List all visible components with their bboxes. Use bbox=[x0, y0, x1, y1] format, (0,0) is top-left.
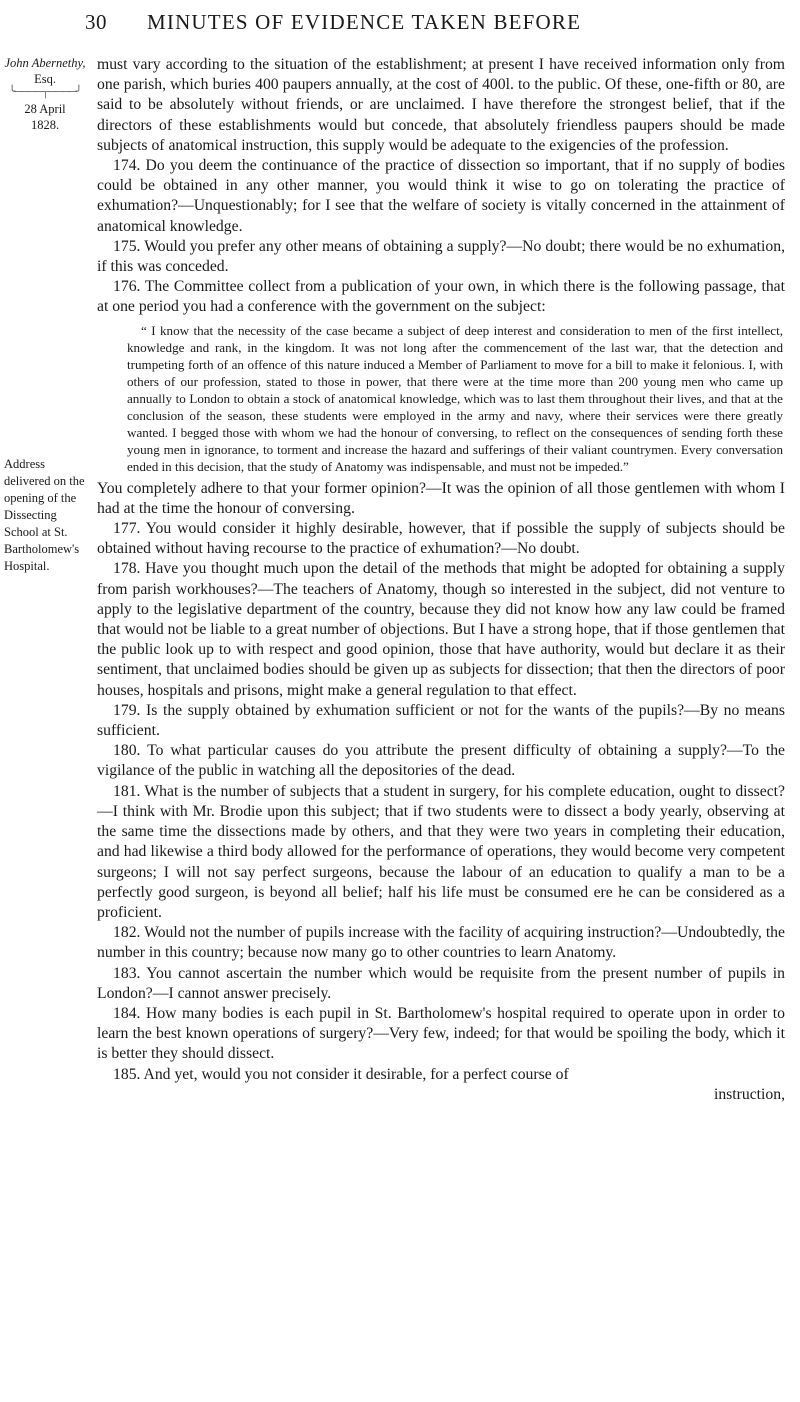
question-183: 183. You cannot ascertain the number which would be requisite from the present number of pupils in London?—I cannot answer precisely. bbox=[97, 964, 785, 1002]
page-number: 30 bbox=[85, 10, 107, 34]
question-184: 184. How many bodies is each pupil in St. Bartholomew's hospital required to operate upon in order to learn the best known operations of surgery?—Very few, indeed; for that would be spoiling the body, which it is better they should dissect. bbox=[97, 1004, 785, 1063]
question-175: 175. Would you prefer any other means of obtaining a supply?—No doubt; there would be no exhumation, if this was conceded. bbox=[97, 237, 785, 276]
question-176: 176. The Committee collect from a publication of your own, in which there is the following passage, that at one period you had a conference with the government on the subject: bbox=[97, 278, 785, 316]
paragraph-answer: You completely adhere to that your former opinion?—It was the opinion of all those gentlemen with whom I had at the time the honour of conversing. bbox=[97, 479, 785, 517]
witness-title: Esq. bbox=[34, 72, 56, 86]
question-182: 182. Would not the number of pupils increase with the facility of acquiring instruction?—Undoubtedly, the number in this country; because now many go to other countries to learn Anatomy. bbox=[97, 924, 785, 962]
question-178: 178. Have you thought much upon the detail of the methods that might be adopted for obtaining a supply from parish workhouses?—The teachers of Anatomy, though so interested in the subject, did not venture to apply to the legislative department of the country, because they did not know how any law could be framed that would not be liable to a great number of objections. But I have a strong hope, that if those gentlemen that the public look up to with respect and good opinion, those that have authority, would but declare it as their sentiment, that unclaimed bodies should be given up as subjects for dissection; that then the directors of poor houses, hospitals and prisons, might make a general regulation to that effect. bbox=[97, 560, 785, 699]
margin-year: 1828. bbox=[30, 118, 60, 132]
running-title: MINUTES OF EVIDENCE TAKEN BEFORE bbox=[147, 10, 582, 34]
question-177: 177. You would consider it highly desirable, however, that if possible the supply of subjects should be obtained without having recourse to the practice of exhumation?—No doubt. bbox=[97, 520, 785, 558]
margin-brace: ╰────┬────╯ bbox=[8, 86, 82, 98]
quoted-passage: “ I know that the necessity of the case became a subject of deep interest and consideration to men of the first intellect, knowledge and rank, in the kingdom. It was not long after the commencement of the last war, that the detection and trumpeting forth of an offence of this nature induced a Member of Parliament to move for a bill to make it felonious. I, with others of our profession, stated to those in power, that there were at the time more than 200 young men who came up annually to London to obtain a stock of anatomical knowledge, which was to last them throughout their lives, and that at the conclusion of the season, these students were employed in the army and navy, where their services were there greatly wanted. I begged those with whom we had the honour of conversing, to reflect on the consequences of sending forth these young men in ignorance, to torment and increase the hazard and sufferings of their valiant countrymen. Every conversation ended in this decision, that the study of Anatomy was indispensable, and must not be impeded.” bbox=[127, 322, 783, 474]
question-179: 179. Is the supply obtained by exhumation sufficient or not for the wants of the pupils?—By no means sufficient. bbox=[97, 701, 785, 740]
question-174: 174. Do you deem the continuance of the practice of dissection so important, that if no supply of bodies could be obtained in any other manner, you would think it wise to go on tolerating the practice of exhumation?—Unquestionably; for I see that the welfare of society is vitally concerned in the attainment of anatomical knowledge. bbox=[97, 157, 785, 235]
margin-date: 28 April bbox=[24, 102, 66, 116]
margin-sidenote: Address delivered on the opening of the Dissecting School at St. Bartholomew's Hospital. bbox=[4, 457, 85, 573]
question-185: 185. And yet, would you not consider it desirable, for a perfect course of bbox=[113, 1065, 569, 1083]
question-180: 180. To what particular causes do you attribute the present difficulty of obtaining a supply?—To the vigilance of the public in watching all the depositories of the dead. bbox=[97, 742, 785, 780]
paragraph-continuation: must vary according to the situation of the establishment; at present I have received information only from one parish, which buries 400 paupers annually, at the cost of 400l. to the public. Of these, one-fifth or 80, are said to be absolutely without friends, or are unclaimed. I have therefore the strongest belief, that if the directors of these establishments would but concede, that absolutely friendless paupers should be made subjects of anatomical instruction, this supply would be adequate to the exigencies of the profession. bbox=[97, 56, 785, 154]
witness-name: John Abernethy, bbox=[4, 56, 86, 70]
catchword: instruction, bbox=[713, 1085, 785, 1103]
margin-witness-note bbox=[3, 55, 87, 133]
page-header bbox=[85, 6, 785, 42]
page-body bbox=[97, 55, 785, 1105]
question-181: 181. What is the number of subjects that a student in surgery, for his complete education, ought to dissect?—I think with Mr. Brodie upon this subject; that if two students were to dissect a body yearly, observing at the same time the dissections made by others, and that they were two years in completing their education, and had likewise a third body allowed for the performance of operations, they would become very competent surgeons; I will not say perfect surgeons, because the labour of an education to qualify a man to be a perfectly good surgeon, is beyond all belief; half his life must be consumed ere he can be considered as a proficient. bbox=[97, 782, 785, 921]
